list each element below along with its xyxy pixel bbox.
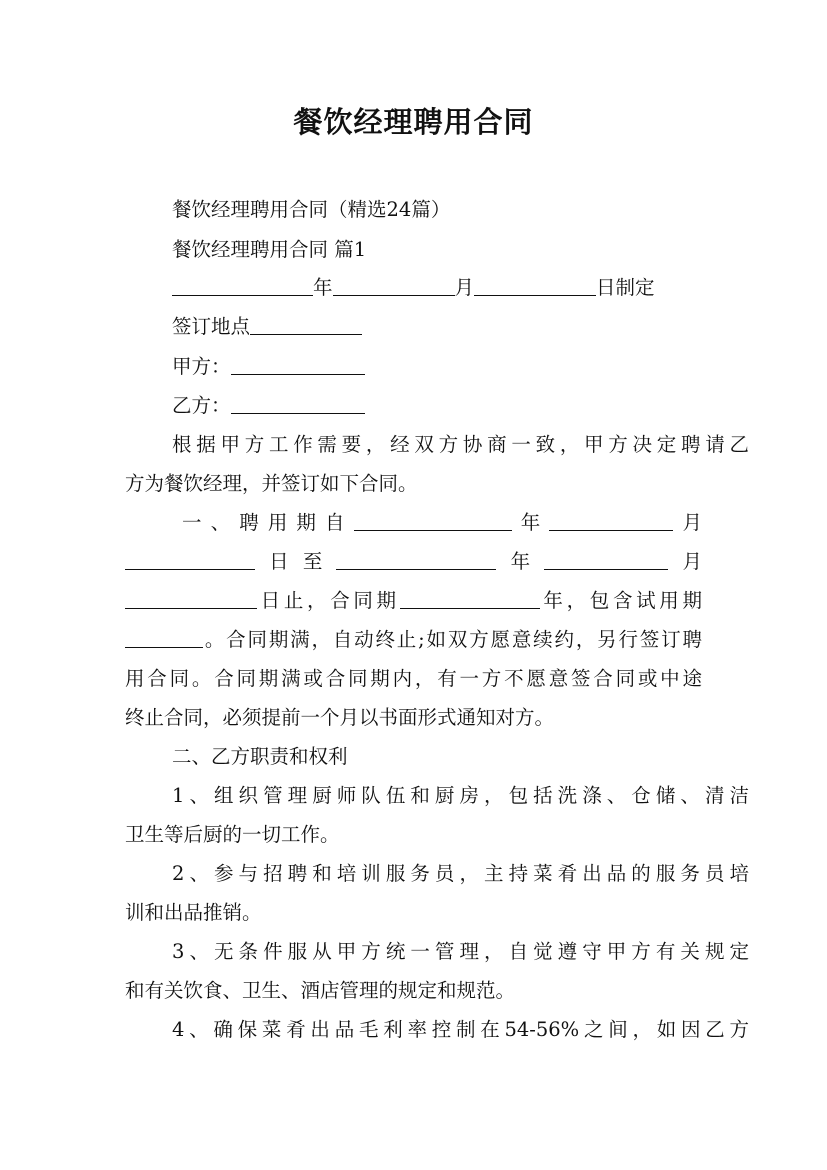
body-line: 1、组织管理厨师队伍和厨房，包括洗涤、仓储、清洁 [172,784,749,807]
end-year-blank [336,549,496,570]
signing-place-blank [250,314,362,335]
body-line: 用合同。合同期满或合同期内，有一方不愿意签合同或中途 [125,667,702,690]
term-line-4 [125,621,702,659]
month-blank [333,275,455,296]
date-line [125,269,749,307]
term-month-blank [549,510,673,531]
section-heading: 餐饮经理聘用合同 篇1 [172,238,367,261]
body-line: 卫生等后厨的一切工作。 [125,823,340,846]
body-line: 4、确保菜肴出品毛利率控制在54-56%之间，如因乙方 [172,1018,749,1041]
party-a-label: 甲方： [172,355,231,378]
body-line: 3、无条件服从甲方统一管理，自觉遵守甲方有关规定 [172,940,749,963]
year-label: 年 [313,276,333,299]
body-line: 方为餐饮经理，并签订如下合同。 [125,472,418,495]
day-label: 日制定 [596,276,655,299]
document-title: 餐饮经理聘用合同 [293,105,534,139]
end-month-blank [544,549,668,570]
term-year-blank [354,510,512,531]
year-label: 年 [496,550,545,573]
term-line-3 [125,582,702,620]
party-a-line [125,348,749,386]
month-label: 月 [673,511,702,534]
body-line: 终止合同，必须提前一个月以书面形式通知对方。 [125,706,555,729]
renewal-text: 。合同期满，自动终止;如双方愿意续约，另行签订聘 [203,628,702,651]
party-b-blank [231,393,365,414]
contract-period-blank [400,588,540,609]
term-line-1 [125,504,702,542]
term-day-blank [125,549,255,570]
year-blank [172,275,313,296]
body-line: 2、参与招聘和培训服务员，主持菜肴出品的服务员培 [172,862,749,885]
probation-label: 年，包含试用期 [539,589,702,612]
term-label: 一、聘用期自 [182,511,354,534]
party-b-line [125,387,749,425]
end-day-blank [125,588,257,609]
month-label: 月 [454,276,475,299]
contract-period-label: 日止，合同期 [257,589,400,612]
year-label: 年 [511,511,550,534]
signing-place-label: 签订地点 [172,315,251,338]
party-b-label: 乙方： [172,394,231,417]
body-line: 根据甲方工作需要，经双方协商一致，甲方决定聘请乙 [172,433,749,456]
day-blank [474,275,596,296]
body-line: 训和出品推销。 [125,901,262,924]
month-label: 月 [668,550,702,573]
probation-blank [125,627,203,648]
subtitle-line: 餐饮经理聘用合同（精选24篇） [172,198,451,221]
day-to-label: 日至 [255,550,337,573]
party-a-blank [231,354,365,375]
signing-place-line [125,308,749,346]
term-line-2 [125,543,702,581]
body-line: 和有关饮食、卫生、酒店管理的规定和规范。 [125,979,516,1002]
section-heading: 二、乙方职责和权利 [172,745,348,768]
